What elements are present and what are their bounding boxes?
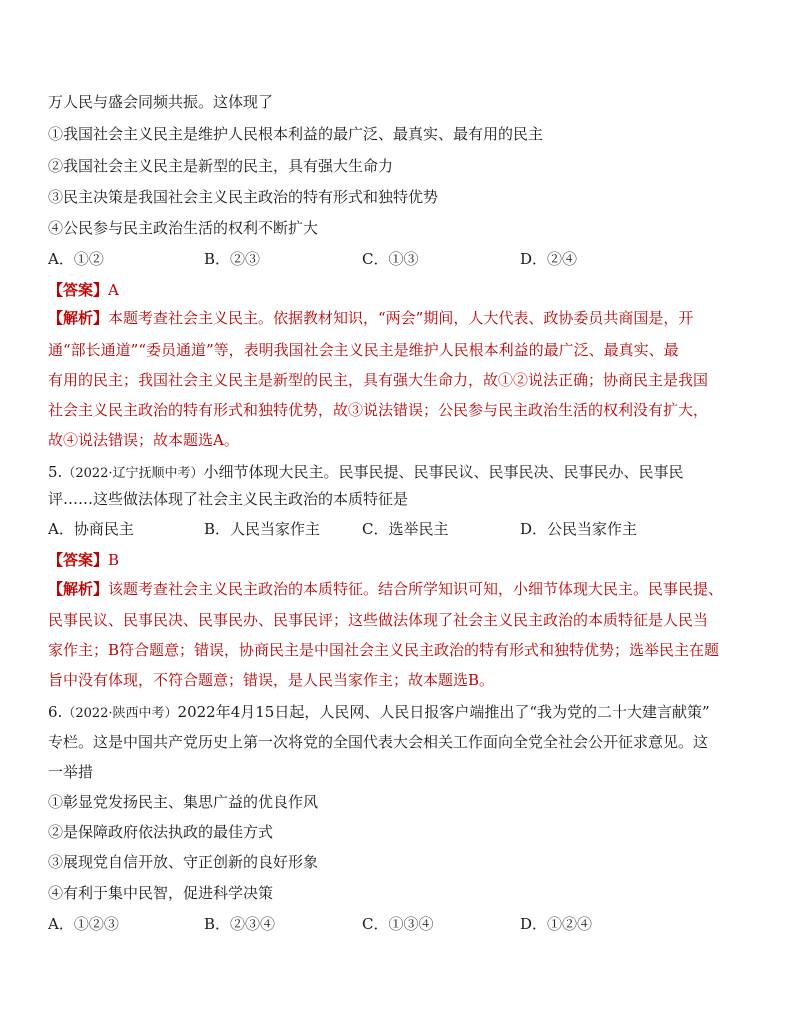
q5-choice-a: A．协商民主 [48, 520, 134, 538]
q5-analysis-line-2: 民事民议、民事民决、民事民办、民事民评；这些做法体现了社会主义民主政治的本质特征是人民当 [48, 611, 709, 629]
q5-answer [48, 550, 119, 570]
q5-stem-line-1 [48, 462, 684, 484]
answer-tag: 【答案】 [48, 551, 109, 569]
q5-analysis-line-3: 家作主；B符合题意；错误，协商民主是中国社会主义民主政治的特有形式和独特优势；选举民主在题 [48, 641, 720, 659]
q4-choice-b: B．②③ [204, 250, 261, 268]
q5-analysis-line-1 [48, 579, 723, 599]
q4-analysis-line-1 [48, 308, 693, 328]
analysis-text: 本题考查社会主义民主。依据教材知识，“两会”期间，人大代表、政协委员共商国是，开 [108, 309, 694, 327]
question-source: （2022·辽宁抚顺中考） [62, 466, 204, 481]
q6-option-2: ②是保障政府依法执政的最佳方式 [48, 823, 274, 841]
analysis-text: 该题考查社会主义民主政治的本质特征。结合所学知识可知，小细节体现大民主。民事民提、 [108, 580, 724, 598]
q6-choice-b: B．②③④ [204, 915, 276, 933]
analysis-tag: 【解析】 [48, 580, 109, 598]
q4-option-3: ③民主决策是我国社会主义民主政治的特有形式和独特优势 [48, 188, 439, 206]
q6-stem-line-2: 专栏。这是中国共产党历史上第一次将党的全国代表大会相关工作面向全党全社会公开征求意见。这 [48, 733, 709, 751]
q5-choice-d: D．公民当家作主 [520, 520, 638, 538]
q4-analysis-line-5: 故④说法错误；故本题选A。 [48, 431, 239, 449]
question-number: 6. [48, 703, 63, 721]
q4-option-2: ②我国社会主义民主是新型的民主，具有强大生命力 [48, 157, 394, 175]
q5-analysis-line-4: 旨中没有体现，不符合题意；错误，是人民当家作主；故本题选B。 [48, 671, 495, 689]
q4-choice-a: A．①② [48, 250, 104, 268]
q6-stem-line-1 [48, 702, 710, 724]
q4-stem-tail: 万人民与盛会同频共振。这体现了 [48, 93, 274, 111]
stem-text: 2022年4月15日起，人民网、人民日报客户端推出了“我为党的二十大建言献策” [177, 703, 710, 721]
stem-text: 小细节体现大民主。民事民提、民事民议、民事民决、民事民办、民事民 [203, 463, 684, 481]
q4-analysis-line-4: 社会主义民主政治的特有形式和独特优势，故③说法错误；公民参与民主政治生活的权利没有扩大， [48, 401, 709, 419]
analysis-tag: 【解析】 [48, 309, 109, 327]
q6-option-4: ④有利于集中民智，促进科学决策 [48, 884, 274, 902]
q4-choice-d: D．②④ [520, 250, 578, 268]
q6-choice-c: C．①③④ [362, 915, 434, 933]
q6-stem-line-3: 一举措 [48, 763, 94, 781]
q4-analysis-line-2: 通“部长通道”“委员通道”等，表明我国社会主义民主是维护人民根本利益的最广泛、最真实、最 [48, 341, 679, 359]
q4-option-4: ④公民参与民主政治生活的权利不断扩大 [48, 219, 319, 237]
q5-choice-c: C．选举民主 [362, 520, 449, 538]
answer-value: A [108, 281, 119, 299]
q6-option-3: ③展现党自信开放、守正创新的良好形象 [48, 853, 319, 871]
answer-value: B [108, 551, 120, 569]
question-source: （2022·陕西中考） [62, 706, 178, 721]
q4-analysis-line-3: 有用的民主；我国社会主义民主是新型的民主，具有强大生命力，故①②说法正确；协商民主是我国 [48, 371, 709, 389]
q4-option-1: ①我国社会主义民主是维护人民根本利益的最广泛、最真实、最有用的民主 [48, 125, 544, 143]
q6-choice-a: A．①②③ [48, 915, 119, 933]
q4-choice-c: C．①③ [362, 250, 419, 268]
q6-option-1: ①彰显党发扬民主、集思广益的优良作风 [48, 793, 319, 811]
answer-tag: 【答案】 [48, 281, 109, 299]
question-number: 5. [48, 463, 63, 481]
q4-answer [48, 280, 119, 300]
q6-choice-d: D．①②④ [520, 915, 593, 933]
q5-stem-line-2: 评……这些做法体现了社会主义民主政治的本质特征是 [48, 490, 409, 508]
q5-choice-b: B．人民当家作主 [204, 520, 321, 538]
